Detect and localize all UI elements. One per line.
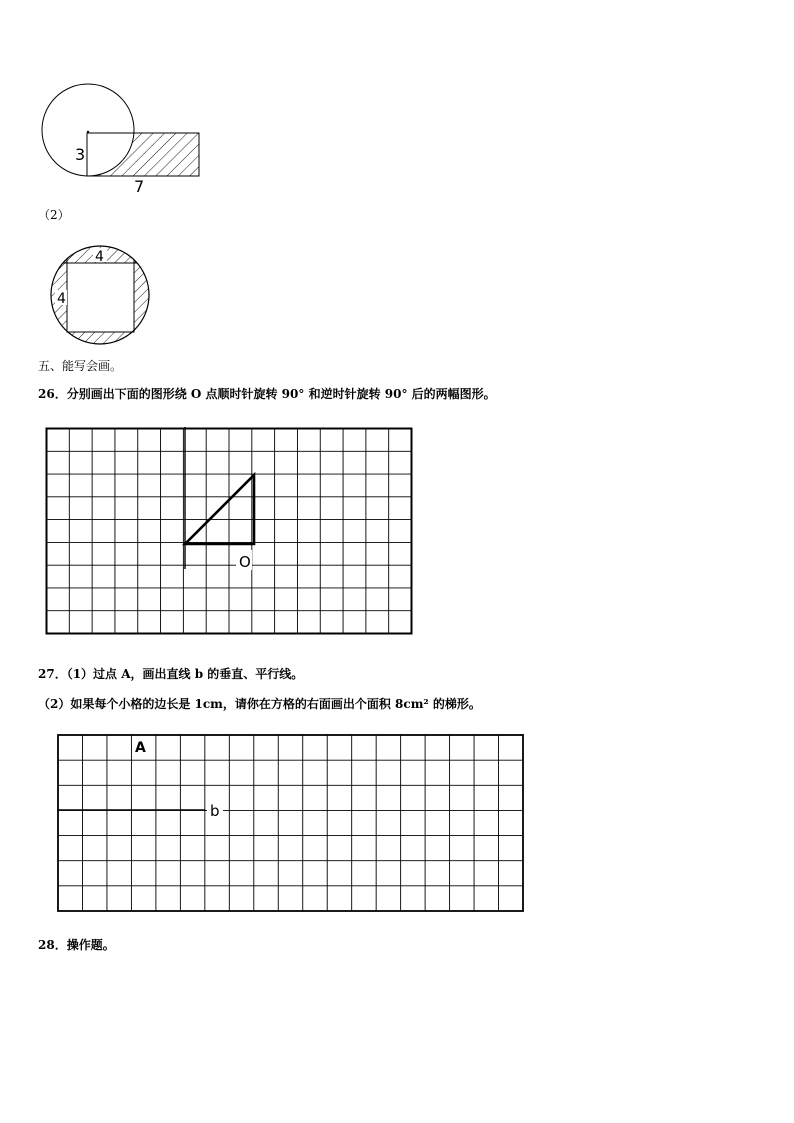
line-b-label: b	[210, 802, 220, 820]
circle-rectangle-figure	[30, 75, 220, 200]
label-side-3: 3	[75, 145, 86, 164]
line-grid	[55, 732, 530, 917]
label-bottom-7: 7	[134, 177, 145, 196]
question-27-part2: （2）如果每个小格的边长是 1cm，请你在方格的右面画出个面积 8cm² 的梯形。	[38, 697, 481, 711]
rotation-point-o: O	[239, 553, 251, 571]
right-triangle-shape	[185, 475, 254, 544]
sub-label-2: （2）	[38, 208, 70, 222]
point-a-label: A	[135, 740, 146, 756]
question-26: 26．分别画出下面的图形绕 O 点顺时针旋转 90° 和逆时针旋转 90° 后的两幅图形。	[38, 387, 496, 401]
question-27-part1: 27．（1）过点 A，画出直线 b 的垂直、平行线。	[38, 667, 304, 681]
section-five-heading: 五、能写会画。	[38, 359, 123, 373]
rotation-grid	[45, 427, 415, 637]
label-left-4: 4	[57, 291, 66, 307]
square-in-circle-figure	[45, 243, 160, 348]
question-28: 28．操作题。	[38, 938, 115, 952]
inner-square	[67, 263, 134, 332]
label-top-4: 4	[95, 249, 104, 265]
